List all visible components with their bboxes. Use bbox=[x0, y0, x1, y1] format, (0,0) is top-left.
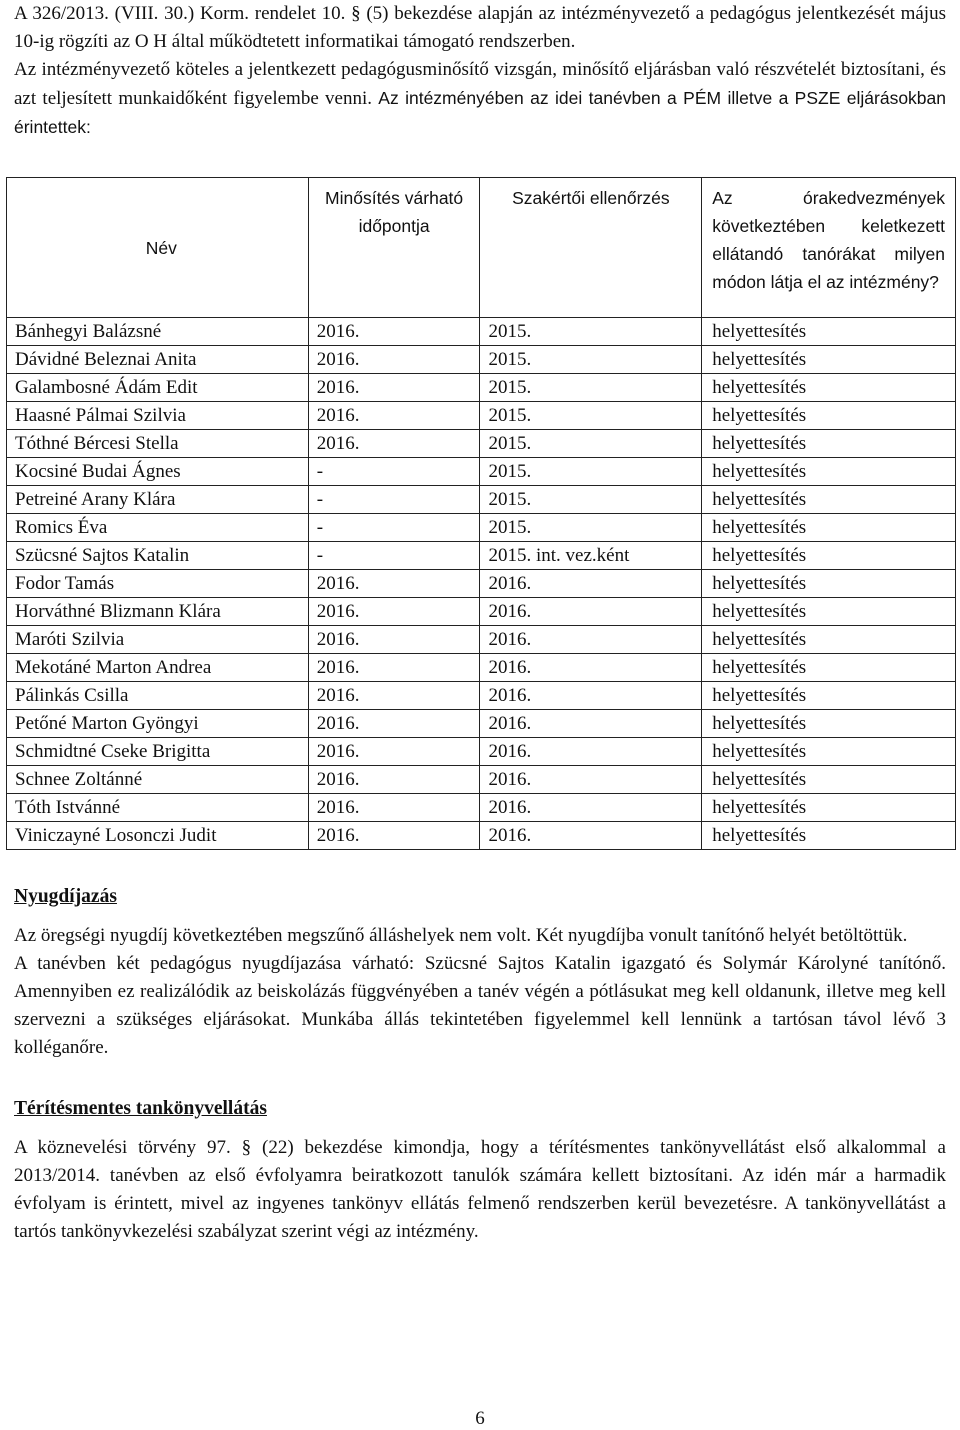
table-row bbox=[7, 570, 956, 598]
cell-name: Petőné Marton Gyöngyi bbox=[7, 710, 309, 738]
table-row bbox=[7, 738, 956, 766]
cell-szakertoi: 2015. bbox=[480, 430, 702, 458]
table-row bbox=[7, 374, 956, 402]
cell-ellatas: helyettesítés bbox=[702, 598, 956, 626]
cell-szakertoi: 2016. bbox=[480, 682, 702, 710]
cell-szakertoi: 2016. bbox=[480, 626, 702, 654]
cell-minosites: 2016. bbox=[308, 654, 480, 682]
table-row bbox=[7, 486, 956, 514]
cell-ellatas: helyettesítés bbox=[702, 430, 956, 458]
header-szakertoi: Szakértői ellenőrzés bbox=[480, 178, 702, 318]
cell-ellatas: helyettesítés bbox=[702, 514, 956, 542]
cell-minosites: 2016. bbox=[308, 822, 480, 850]
cell-ellatas: helyettesítés bbox=[702, 346, 956, 374]
cell-name: Romics Éva bbox=[7, 514, 309, 542]
cell-ellatas: helyettesítés bbox=[702, 710, 956, 738]
cell-szakertoi: 2016. bbox=[480, 570, 702, 598]
cell-szakertoi: 2016. bbox=[480, 738, 702, 766]
cell-ellatas: helyettesítés bbox=[702, 570, 956, 598]
cell-ellatas: helyettesítés bbox=[702, 738, 956, 766]
cell-name: Pálinkás Csilla bbox=[7, 682, 309, 710]
cell-name: Dávidné Beleznai Anita bbox=[7, 346, 309, 374]
table-row bbox=[7, 710, 956, 738]
table-row bbox=[7, 766, 956, 794]
cell-szakertoi: 2015. bbox=[480, 402, 702, 430]
table-row bbox=[7, 514, 956, 542]
cell-name: Petreiné Arany Klára bbox=[7, 486, 309, 514]
cell-ellatas: helyettesítés bbox=[702, 794, 956, 822]
table-row bbox=[7, 682, 956, 710]
cell-minosites: 2016. bbox=[308, 626, 480, 654]
section-heading-nyugdij: Nyugdíjazás bbox=[14, 886, 117, 907]
cell-minosites: 2016. bbox=[308, 738, 480, 766]
cell-ellatas: helyettesítés bbox=[702, 458, 956, 486]
cell-minosites: 2016. bbox=[308, 766, 480, 794]
nyugdij-section bbox=[14, 922, 946, 1062]
cell-szakertoi: 2016. bbox=[480, 822, 702, 850]
cell-name: Horváthné Blizmann Klára bbox=[7, 598, 309, 626]
nyugdij-paragraph-1: Az öregségi nyugdíj következtében megszűnő álláshelyek nem volt. Két nyugdíjba vonult tanítónő helyét betöltöttük. bbox=[14, 925, 908, 946]
cell-szakertoi: 2016. bbox=[480, 710, 702, 738]
cell-name: Tóth Istvánné bbox=[7, 794, 309, 822]
cell-name: Viniczayné Losonczi Judit bbox=[7, 822, 309, 850]
cell-name: Fodor Tamás bbox=[7, 570, 309, 598]
intro-paragraph-2 bbox=[14, 56, 946, 142]
table-row bbox=[7, 626, 956, 654]
cell-szakertoi: 2015. bbox=[480, 486, 702, 514]
cell-ellatas: helyettesítés bbox=[702, 766, 956, 794]
cell-szakertoi: 2015. bbox=[480, 458, 702, 486]
table-row bbox=[7, 542, 956, 570]
cell-szakertoi: 2015. bbox=[480, 318, 702, 346]
cell-name: Tóthné Bércesi Stella bbox=[7, 430, 309, 458]
cell-ellatas: helyettesítés bbox=[702, 318, 956, 346]
cell-name: Mekotáné Marton Andrea bbox=[7, 654, 309, 682]
cell-minosites: 2016. bbox=[308, 430, 480, 458]
cell-name: Schmidtné Cseke Brigitta bbox=[7, 738, 309, 766]
cell-ellatas: helyettesítés bbox=[702, 654, 956, 682]
nyugdij-paragraph-2: A tanévben két pedagógus nyugdíjazása várható: Szücsné Sajtos Katalin igazgató és Solymár Károlyné tanítónő. Amennyiben ez realizálódik az beiskolázás függvényében a tanév végén a pótlásukat meg kell oldanunk, illetve meg kell szervezni a szükséges eljárásokat. Munkába állás tekintetében figyelemmel kell lennünk a tartósan távol lévő 3 kolléganőre. bbox=[14, 953, 946, 1058]
tankonyv-paragraph-1: A köznevelési törvény 97. § (22) bekezdése kimondja, hogy a térítésmentes tankönyvellátást első alkalommal a 2013/2014. tanévben az első évfolyamra beiratkozott tanulók számára kellett biztosítani. Az idén már a harmadik évfolyam is érintett, mivel az ingyenes tankönyv ellátás felmenő rendszerben kerül bevezetésre. A tankönyvellátást a tartós tankönyvkezelési szabályzat szerint végi az intézmény. bbox=[14, 1137, 946, 1242]
cell-ellatas: helyettesítés bbox=[702, 402, 956, 430]
cell-szakertoi: 2015. bbox=[480, 514, 702, 542]
table-row bbox=[7, 794, 956, 822]
cell-name: Haasné Pálmai Szilvia bbox=[7, 402, 309, 430]
cell-name: Schnee Zoltánné bbox=[7, 766, 309, 794]
table-row bbox=[7, 458, 956, 486]
header-minosites: Minősítés várható időpontja bbox=[308, 178, 480, 318]
cell-minosites: 2016. bbox=[308, 682, 480, 710]
cell-name: Szücsné Sajtos Katalin bbox=[7, 542, 309, 570]
cell-ellatas: helyettesítés bbox=[702, 626, 956, 654]
cell-szakertoi: 2016. bbox=[480, 654, 702, 682]
cell-minosites: - bbox=[308, 514, 480, 542]
intro-section bbox=[14, 0, 946, 142]
table-row bbox=[7, 822, 956, 850]
header-orakedvezmeny: Az órakedvezmények következtében keletkezett ellátandó tanórákat milyen módon látja el az intézmény? bbox=[702, 178, 956, 318]
cell-minosites: 2016. bbox=[308, 402, 480, 430]
table-row bbox=[7, 318, 956, 346]
cell-ellatas: helyettesítés bbox=[702, 682, 956, 710]
tankonyv-section bbox=[14, 1134, 946, 1246]
table-row bbox=[7, 598, 956, 626]
cell-minosites: - bbox=[308, 486, 480, 514]
cell-ellatas: helyettesítés bbox=[702, 486, 956, 514]
cell-minosites: 2016. bbox=[308, 570, 480, 598]
table-row bbox=[7, 346, 956, 374]
cell-szakertoi: 2016. bbox=[480, 794, 702, 822]
evaluation-table bbox=[6, 177, 956, 850]
intro-paragraph-2a: Az intézményvezető köteles a jelentkezett pedagógusminősítő vizsgán, minősítő eljárásban való részvételét biztosítani, és azt teljesített munkaidőként figyelembe venni. bbox=[14, 59, 946, 109]
cell-name: Galambosné Ádám Edit bbox=[7, 374, 309, 402]
cell-minosites: 2016. bbox=[308, 710, 480, 738]
cell-szakertoi: 2015. bbox=[480, 346, 702, 374]
intro-paragraph-1: A 326/2013. (VIII. 30.) Korm. rendelet 10. § (5) bekezdése alapján az intézményvezető a pedagógus jelentkezését május 10-ig rögzíti az O H által működtetett informatikai támogató rendszerben. bbox=[14, 3, 946, 52]
cell-minosites: 2016. bbox=[308, 374, 480, 402]
intro-paragraph-2b: Az intézményében az idei tanévben a PÉM illetve a PSZE eljárásokban érintettek: bbox=[14, 88, 947, 137]
cell-name: Maróti Szilvia bbox=[7, 626, 309, 654]
table-row bbox=[7, 654, 956, 682]
cell-szakertoi: 2015. bbox=[480, 374, 702, 402]
table-row bbox=[7, 430, 956, 458]
cell-szakertoi: 2016. bbox=[480, 598, 702, 626]
table-body bbox=[7, 318, 956, 850]
page-number: 6 bbox=[475, 1408, 485, 1429]
cell-szakertoi: 2015. int. vez.ként bbox=[480, 542, 702, 570]
cell-minosites: - bbox=[308, 458, 480, 486]
section-heading-tankonyv: Térítésmentes tankönyvellátás bbox=[14, 1098, 267, 1119]
table-header-row bbox=[7, 178, 956, 318]
cell-minosites: 2016. bbox=[308, 598, 480, 626]
cell-name: Bánhegyi Balázsné bbox=[7, 318, 309, 346]
cell-minosites: 2016. bbox=[308, 346, 480, 374]
cell-ellatas: helyettesítés bbox=[702, 374, 956, 402]
cell-ellatas: helyettesítés bbox=[702, 822, 956, 850]
cell-minosites: - bbox=[308, 542, 480, 570]
cell-szakertoi: 2016. bbox=[480, 766, 702, 794]
cell-name: Kocsiné Budai Ágnes bbox=[7, 458, 309, 486]
cell-minosites: 2016. bbox=[308, 794, 480, 822]
table-row bbox=[7, 402, 956, 430]
cell-ellatas: helyettesítés bbox=[702, 542, 956, 570]
header-name: Név bbox=[7, 178, 309, 318]
cell-minosites: 2016. bbox=[308, 318, 480, 346]
